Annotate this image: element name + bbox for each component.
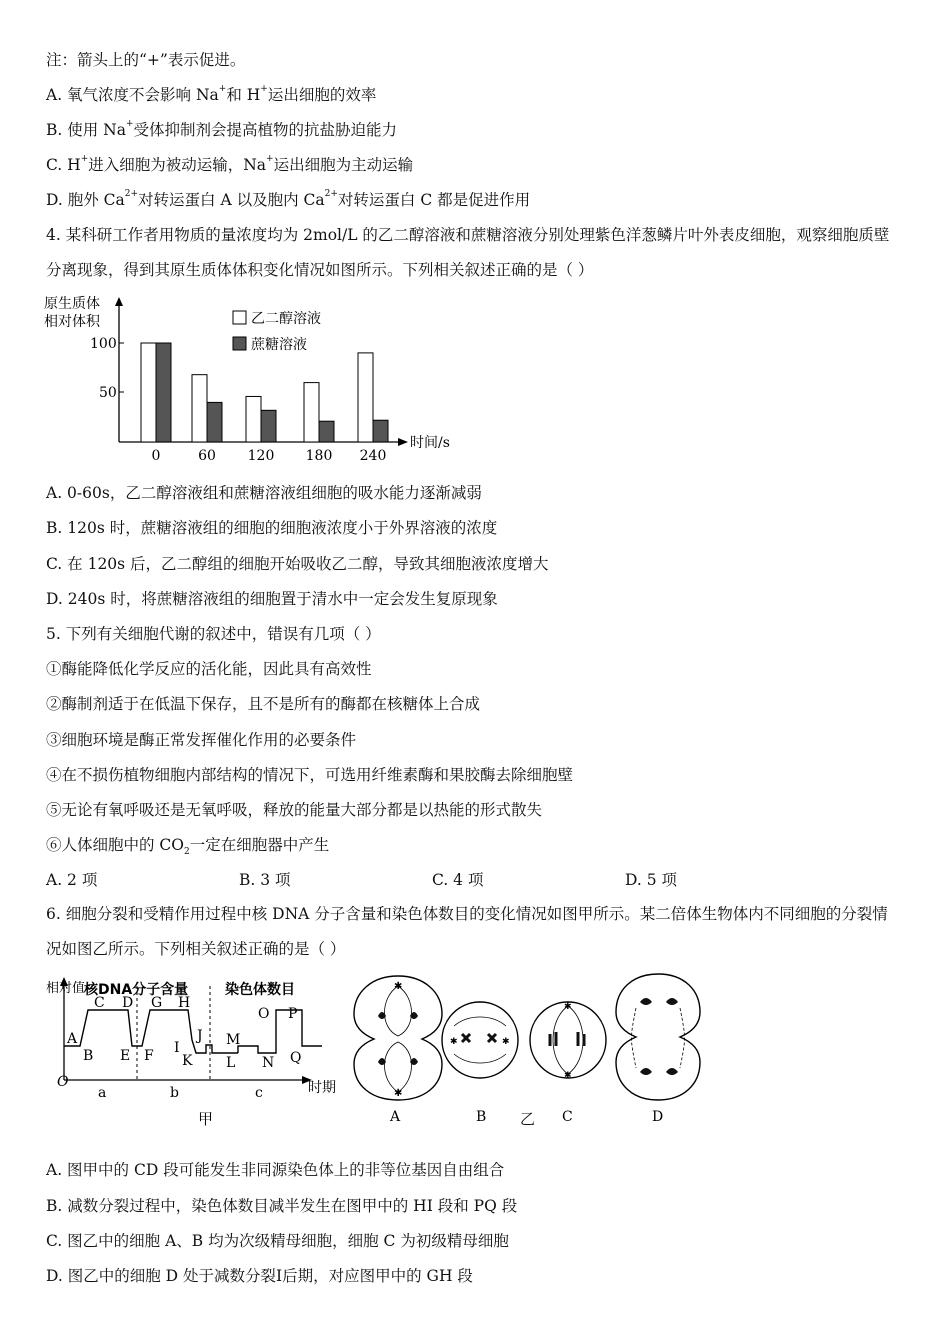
jia-title-chrom: 染色体数目	[225, 982, 295, 998]
chart-x-arrow	[398, 438, 408, 446]
q5-option-b[interactable]: B. 3 项	[239, 871, 291, 889]
yi-label-d: D	[652, 1109, 664, 1125]
jia-point-b: B	[83, 1048, 94, 1064]
legend-swatch-sucrose	[233, 337, 246, 350]
bar-sucrose-60	[207, 402, 222, 442]
chart-y-arrow	[115, 297, 123, 306]
yi-caption: 乙	[520, 1110, 536, 1128]
yi-cell-a-centriole-bottom: ✱	[394, 1088, 403, 1099]
jia-point-p: P	[288, 1006, 298, 1022]
chart-xtick-label-0: 0	[151, 448, 161, 464]
q5-option-a[interactable]: A. 2 项	[46, 871, 98, 889]
yi-cell-a-membrane	[354, 976, 442, 1100]
jia-segment-c: c	[255, 1085, 263, 1101]
jia-point-j: J	[197, 1028, 203, 1044]
chart-ylabel-line2: 相对体积	[44, 314, 100, 330]
yi-label-c: C	[562, 1109, 573, 1125]
yi-cell-c	[530, 1002, 606, 1081]
q5-item-2: ②酶制剂适于在低温下保存，且不是所有的酶都在核糖体上合成	[46, 695, 481, 713]
yi-cell-c-membrane	[530, 1002, 606, 1078]
jia-xlabel: 时期	[308, 1080, 336, 1096]
jia-point-n: N	[262, 1055, 275, 1071]
jia-point-g: G	[151, 995, 163, 1011]
legend-label-ethylene: 乙二醇溶液	[251, 311, 321, 327]
jia-point-f: F	[144, 1048, 154, 1064]
chart-xtick-label-240: 240	[359, 448, 387, 464]
q5-item-1: ①酶能降低化学反应的活化能，因此具有高效性	[46, 660, 372, 678]
chart-ylabel-line1: 原生质体	[44, 296, 100, 312]
yi-cell-b-centriole-left: ✱	[450, 1037, 458, 1047]
q5-options	[46, 870, 906, 890]
jia-caption: 甲	[198, 1110, 214, 1128]
legend-swatch-ethylene	[233, 311, 246, 324]
bar-ethylene-120	[246, 396, 261, 442]
q4-option-c[interactable]: C. 在 120s 后，乙二醇组的细胞开始吸收乙二醇，导致其细胞液浓度增大	[46, 555, 549, 573]
yi-cell-c-centriole-top: ✱	[564, 1002, 572, 1012]
legend-label-sucrose: 蔗糖溶液	[251, 337, 307, 353]
yi-cell-b-centriole-right: ✱	[502, 1037, 510, 1047]
yi-cell-c-centriole-bottom: ✱	[564, 1071, 572, 1081]
chart-ytick-label-100: 100	[90, 336, 117, 352]
jia-chrom-curve	[238, 1010, 322, 1053]
q5-option-d[interactable]: D. 5 项	[625, 871, 678, 889]
q5-stem: 5. 下列有关细胞代谢的叙述中，错误有几项（ ）	[46, 625, 381, 643]
yi-cell-a	[354, 976, 442, 1100]
q6-option-d[interactable]: D. 图乙中的细胞 D 处于减数分裂Ⅰ后期，对应图甲中的 GH 段	[46, 1267, 473, 1285]
q4-option-b[interactable]: B. 120s 时，蔗糖溶液组的细胞的细胞液浓度小于外界溶液的浓度	[46, 519, 498, 537]
bar-ethylene-240	[358, 353, 373, 442]
q5-item-4: ④在不损伤植物细胞内部结构的情况下，可选用纤维素酶和果胶酶去除细胞壁	[46, 766, 574, 784]
yi-label-b: B	[476, 1109, 487, 1125]
bar-sucrose-240	[373, 420, 388, 442]
yi-label-a: A	[390, 1109, 401, 1125]
note-line: 注：箭头上的“+”表示促进。	[46, 51, 246, 69]
q4-option-d[interactable]: D. 240s 时，将蔗糖溶液组的细胞置于清水中一定会发生复原现象	[46, 590, 498, 608]
chart-xlabel: 时间/s	[410, 435, 450, 451]
jia-point-q: Q	[290, 1050, 302, 1066]
jia-title-dna: 核DNA分子含量	[84, 982, 189, 998]
q6-stem: 6. 细胞分裂和受精作用过程中核 DNA 分子含量和染色体数目的变化情况如图甲所示。某二倍体生物体内不同细胞的分裂情况如图乙所示。下列相关叙述正确的是（ ）	[46, 905, 888, 958]
jia-origin: O	[57, 1074, 69, 1090]
q4-stem: 4. 某科研工作者用物质的量浓度均为 2mol/L 的乙二醇溶液和蔗糖溶液分别处理紫色洋葱鳞片叶外表皮细胞，观察细胞质壁分离现象，得到其原生质体体积变化情况如图所示。下列相关叙述正确的是（ ）	[46, 226, 890, 279]
protoplast-volume-chart	[40, 292, 480, 464]
bar-ethylene-0	[141, 343, 156, 442]
bar-ethylene-60	[192, 375, 207, 442]
yi-cell-a-centriole-top: ✱	[394, 981, 403, 992]
q5-option-c[interactable]: C. 4 项	[432, 871, 484, 889]
q3-option-c[interactable]: C. H+进入细胞为被动运输，Na+运出细胞为主动运输	[46, 154, 414, 174]
q6-option-b[interactable]: B. 减数分裂过程中，染色体数目减半发生在图甲中的 HI 段和 PQ 段	[46, 1197, 518, 1215]
jia-point-d: D	[122, 995, 134, 1011]
q5-item-6: ⑥人体细胞中的 $CO_2$一定在细胞器中产生	[46, 836, 330, 858]
q3-option-a[interactable]: A. 氧气浓度不会影响 Na+和 H+运出细胞的效率	[46, 84, 377, 104]
jia-point-l: L	[226, 1055, 236, 1071]
yi-cell-d	[616, 974, 700, 1100]
jia-point-i: I	[174, 1040, 180, 1056]
chart-xtick-label-180: 180	[305, 448, 333, 464]
yi-cell-b	[442, 1002, 518, 1078]
chart-xtick-label-120: 120	[247, 448, 275, 464]
jia-point-o: O	[258, 1006, 270, 1022]
chart-xtick-label-60: 60	[198, 448, 216, 464]
q4-option-a[interactable]: A. 0-60s，乙二醇溶液组和蔗糖溶液组细胞的吸水能力逐渐减弱	[46, 484, 482, 502]
q3-option-d[interactable]: D. 胞外 $Ca^{2+}$对转运蛋白 A 以及胞内 $Ca^{2+}$对转运蛋白 C 都是促进作用	[46, 189, 531, 209]
jia-point-m: M	[226, 1032, 241, 1048]
q5-item-5: ⑤无论有氧呼吸还是无氧呼吸，释放的能量大部分都是以热能的形式散失	[46, 801, 543, 819]
jia-point-a: A	[67, 1031, 78, 1047]
jia-dna-curve	[64, 1010, 241, 1053]
jia-segment-a: a	[98, 1085, 107, 1101]
jia-point-h: H	[178, 995, 191, 1011]
jia-ylabel: 相对值	[46, 981, 86, 996]
yi-cell-d-membrane	[616, 974, 700, 1100]
q5-item-3: ③细胞环境是酶正常发挥催化作用的必要条件	[46, 731, 357, 749]
q6-option-a[interactable]: A. 图甲中的 CD 段可能发生非同源染色体上的非等位基因自由组合	[46, 1161, 505, 1179]
bar-sucrose-0	[156, 343, 171, 442]
bar-ethylene-180	[304, 383, 319, 442]
jia-point-k: K	[182, 1053, 193, 1069]
jia-point-e: E	[120, 1048, 131, 1064]
q3-option-b[interactable]: B. 使用 Na+受体抑制剂会提高植物的抗盐胁迫能力	[46, 119, 398, 139]
bar-sucrose-120	[261, 410, 276, 442]
jia-point-c: C	[94, 995, 105, 1011]
q6-option-c[interactable]: C. 图乙中的细胞 A、B 均为次级精母细胞，细胞 C 为初级精母细胞	[46, 1232, 509, 1250]
figure-jia-line-graph	[40, 970, 350, 1130]
jia-segment-b: b	[170, 1085, 179, 1101]
chart-ytick-label-50: 50	[99, 385, 117, 401]
bar-sucrose-180	[319, 421, 334, 442]
